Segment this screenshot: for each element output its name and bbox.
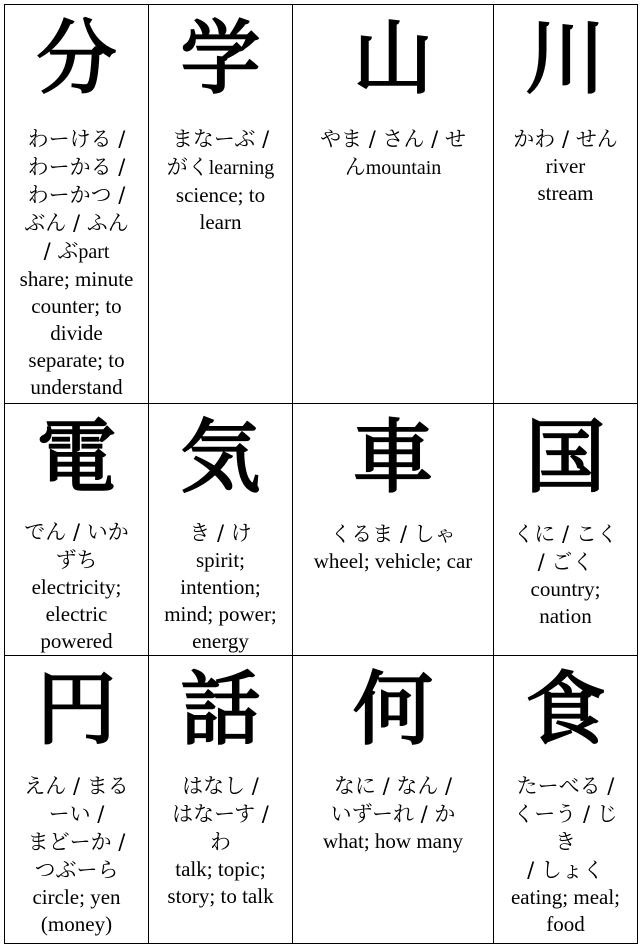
kanji-meaning: share; minute counter; to divide separate; to understand bbox=[19, 267, 134, 399]
kanji-card-en bbox=[5, 656, 149, 943]
kanji-reading: まなーぶ / がくlearning bbox=[166, 127, 275, 179]
kanji-character: 学 bbox=[180, 12, 261, 105]
kanji-meaning: wheel; vehicle; car bbox=[313, 549, 473, 573]
kanji-reading: くに / こく / ごく bbox=[513, 522, 618, 574]
kanji-reading: えん / まる ーい / まどーか / つぶーら bbox=[24, 774, 129, 882]
kanji-reading: くるま / しゃ bbox=[330, 522, 456, 546]
kanji-character: 山 bbox=[353, 12, 433, 105]
kanji-character: 何 bbox=[353, 663, 433, 756]
kanji-character: 分 bbox=[36, 12, 117, 105]
kanji-character: 食 bbox=[525, 663, 606, 756]
kanji-meaning: spirit; intention; mind; power; energy bbox=[164, 548, 277, 653]
kanji-reading: かわ / せん bbox=[513, 127, 618, 151]
kanji-meaning: talk; topic; story; to talk bbox=[167, 857, 274, 908]
kanji-card-nani bbox=[293, 656, 494, 943]
kanji-character: 川 bbox=[525, 12, 606, 105]
kanji-card-bun bbox=[5, 5, 149, 404]
kanji-meaning: science; to learn bbox=[175, 183, 266, 234]
kanji-character: 車 bbox=[353, 411, 433, 504]
kanji-reading: わーける / わーかる / わーかつ / ぶん / ふん / ぶpart bbox=[24, 127, 129, 263]
kanji-reading: たーべる / くーう / じ き / しょく bbox=[513, 774, 618, 882]
kanji-meaning: eating; meal; food bbox=[510, 885, 621, 936]
kanji-reading: き / け bbox=[189, 521, 252, 545]
kanji-card-hanashi bbox=[149, 656, 293, 943]
kanji-reading: なに / なん / いずーれ / か bbox=[330, 774, 456, 826]
kanji-character: 国 bbox=[525, 411, 606, 504]
kanji-meaning: country; nation bbox=[530, 577, 601, 628]
kanji-meaning: river stream bbox=[537, 154, 594, 205]
kanji-card-kawa bbox=[494, 5, 637, 404]
kanji-meaning: electricity; electric powered bbox=[31, 575, 122, 653]
kanji-card-den bbox=[5, 404, 149, 656]
kanji-card-yama bbox=[293, 5, 494, 404]
kanji-character: 円 bbox=[36, 663, 117, 756]
kanji-character: 電 bbox=[36, 411, 117, 504]
kanji-card-kuruma bbox=[293, 404, 494, 656]
kanji-card-ki bbox=[149, 404, 293, 656]
kanji-reading: はなし / はなーす / わ bbox=[172, 774, 269, 854]
kanji-card-shoku bbox=[494, 656, 637, 943]
kanji-reading: やま / さん / せ んmountain bbox=[320, 127, 466, 179]
kanji-card-gaku bbox=[149, 5, 293, 404]
kanji-reading: でん / いか ずち bbox=[24, 520, 129, 572]
kanji-character: 気 bbox=[180, 411, 261, 504]
kanji-character: 話 bbox=[180, 663, 261, 756]
kanji-card-kuni bbox=[494, 404, 637, 656]
kanji-meaning: what; how many bbox=[323, 829, 463, 853]
kanji-card-grid bbox=[4, 4, 638, 944]
kanji-meaning: circle; yen (money) bbox=[32, 885, 121, 936]
